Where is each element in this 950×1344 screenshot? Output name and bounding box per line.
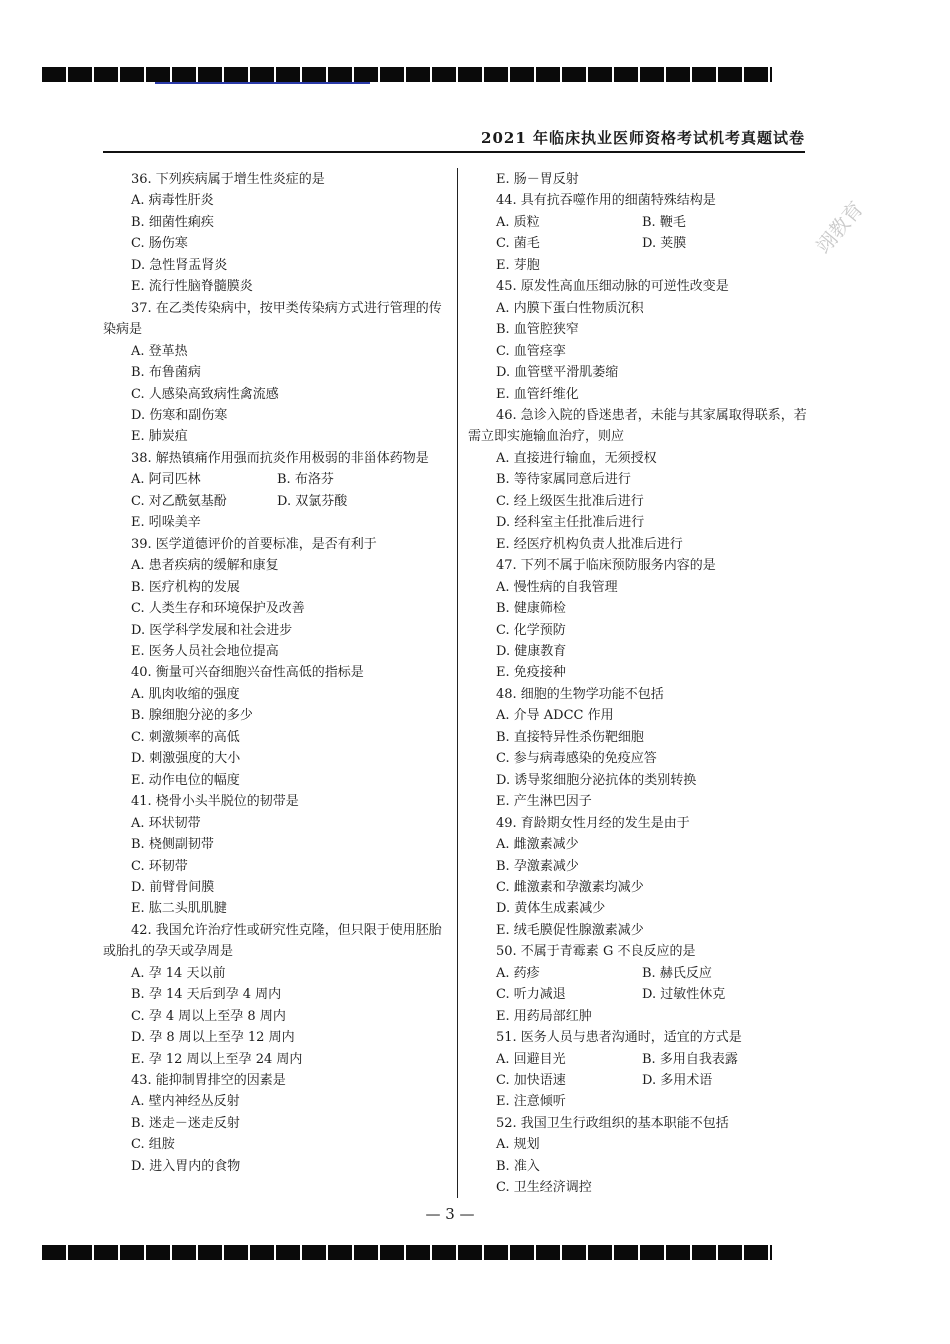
- question-stem: 46. 急诊入院的昏迷患者，未能与其家属取得联系，若需立即实施输血治疗，则应: [468, 407, 807, 445]
- option-d: D. 多用术语: [642, 1073, 713, 1089]
- option-a: A. 雌激素减少: [496, 837, 579, 853]
- option-d: D. 黄体生成素减少: [496, 901, 606, 917]
- option-d: D. 双氯芬酸: [277, 493, 348, 509]
- top-decorative-bar: [42, 67, 772, 82]
- option-e: E. 肺炭疽: [131, 429, 188, 445]
- option-c: C. 对乙酰氨基酚: [131, 493, 227, 509]
- question-stem: 42. 我国允许治疗性或研究性克隆，但只限于使用胚胎或胎扎的孕天或孕周是: [103, 922, 442, 960]
- option-c: C. 参与病毒感染的免疫应答: [496, 751, 657, 767]
- question-51: [468, 1027, 808, 1113]
- right-column: [468, 169, 808, 1199]
- option-e: E. 芽胞: [496, 257, 540, 273]
- watermark: 翊教育: [811, 196, 869, 258]
- option-b: B. 孕 14 天后到孕 4 周内: [131, 987, 282, 1003]
- question-stem: 45. 原发性高血压细动脉的可逆性改变是: [496, 279, 729, 295]
- question-stem: 43. 能抑制胃排空的因素是: [131, 1073, 286, 1089]
- option-d: D. 刺激强度的大小: [131, 751, 241, 767]
- option-b: B. 孕激素减少: [496, 858, 579, 874]
- option-a: A. 回避目光: [496, 1051, 566, 1067]
- option-a: A. 药疹: [496, 965, 540, 981]
- option-c: C. 菌毛: [496, 236, 540, 252]
- option-a: A. 规划: [496, 1137, 540, 1153]
- option-b: B. 血管腔狭窄: [496, 322, 579, 338]
- option-a: A. 环状韧带: [131, 815, 201, 831]
- option-e: E. 吲哚美辛: [131, 515, 201, 531]
- option-c: C. 卫生经济调控: [496, 1180, 592, 1196]
- top-accent-line: [155, 82, 370, 84]
- option-e: E. 绒毛膜促性腺激素减少: [496, 922, 644, 938]
- option-b: B. 健康筛检: [496, 601, 566, 617]
- option-e: E. 经医疗机构负责人批准后进行: [496, 536, 683, 552]
- question-stem: 48. 细胞的生物学功能不包括: [496, 686, 664, 702]
- question-stem: 40. 衡量可兴奋细胞兴奋性高低的指标是: [131, 665, 364, 681]
- question-50: [468, 941, 808, 1027]
- option-a: A. 介导 ADCC 作用: [496, 708, 614, 724]
- option-c: C. 刺激频率的高低: [131, 729, 240, 745]
- option-e: E. 肱二头肌肌腱: [131, 901, 227, 917]
- option-d: D. 血管壁平滑肌萎缩: [496, 365, 619, 381]
- option-b: B. 桡侧副韧带: [131, 837, 214, 853]
- column-divider: [457, 168, 458, 1198]
- question-stem: 39. 医学道德评价的首要标准，是否有利于: [131, 536, 377, 552]
- question-39: [103, 534, 448, 663]
- option-d: D. 伤寒和副伤寒: [131, 407, 228, 423]
- option-c: C. 听力减退: [496, 987, 566, 1003]
- option-c: C. 人感染高致病性禽流感: [131, 386, 279, 402]
- question-38: [103, 448, 448, 534]
- question-52: [468, 1113, 808, 1199]
- option-a: A. 直接进行输血，无须授权: [496, 450, 657, 466]
- option-a: A. 患者疾病的缓解和康复: [131, 558, 279, 574]
- question-45: [468, 276, 808, 405]
- question-43: [103, 1070, 448, 1177]
- option-c: C. 环韧带: [131, 858, 188, 874]
- option-e: E. 流行性脑脊髓膜炎: [131, 279, 253, 295]
- option-d: D. 荚膜: [642, 236, 687, 252]
- option-a: A. 质粒: [496, 214, 540, 230]
- option-row: [468, 1070, 808, 1091]
- option-b: B. 等待家属同意后进行: [496, 472, 631, 488]
- question-stem: 47. 下列不属于临床预防服务内容的是: [496, 558, 716, 574]
- option-e: E. 用药局部红肿: [496, 1008, 592, 1024]
- option-c: C. 人类生存和环境保护及改善: [131, 601, 305, 617]
- question-stem: 37. 在乙类传染病中，按甲类传染病方式进行管理的传染病是: [103, 300, 442, 338]
- option-a: A. 病毒性肝炎: [131, 193, 214, 209]
- option-a: A. 慢性病的自我管理: [496, 579, 618, 595]
- question-37: [103, 298, 448, 448]
- question-48: [468, 684, 808, 813]
- option-d: D. 进入胃内的食物: [131, 1158, 241, 1174]
- option-a: A. 壁内神经丛反射: [131, 1094, 240, 1110]
- option-e: E. 免疫接种: [496, 665, 566, 681]
- option-c: C. 血管痉挛: [496, 343, 566, 359]
- option-a: A. 孕 14 天以前: [131, 965, 226, 981]
- question-41: [103, 791, 448, 920]
- option-c: C. 组胺: [131, 1137, 175, 1153]
- option-b: B. 迷走－迷走反射: [131, 1115, 240, 1131]
- question-36: [103, 169, 448, 298]
- option-row: [103, 491, 448, 512]
- option-e: E. 血管纤维化: [496, 386, 579, 402]
- option-row: [468, 233, 808, 254]
- option-row: [468, 1049, 808, 1070]
- option-b: B. 多用自我表露: [642, 1051, 738, 1067]
- question-stem: 38. 解热镇痛作用强而抗炎作用极弱的非甾体药物是: [131, 450, 429, 466]
- option-b: B. 布洛芬: [277, 472, 334, 488]
- option-c: C. 加快语速: [496, 1073, 566, 1089]
- bottom-decorative-bar: [42, 1245, 772, 1260]
- header-rule: [103, 151, 805, 153]
- option-row: [468, 984, 808, 1005]
- option-b: B. 布鲁菌病: [131, 365, 201, 381]
- option-row: [103, 469, 448, 490]
- option-d: D. 诱导浆细胞分泌抗体的类别转换: [496, 772, 697, 788]
- question-stem: 49. 育龄期女性月经的发生是由于: [496, 815, 690, 831]
- question-stem: 50. 不属于青霉素 G 不良反应的是: [496, 944, 696, 960]
- question-47: [468, 555, 808, 684]
- option-d: D. 医学科学发展和社会进步: [131, 622, 293, 638]
- question-44: [468, 190, 808, 276]
- option-d: D. 孕 8 周以上至孕 12 周内: [131, 1030, 295, 1046]
- option-c: C. 雌激素和孕激素均减少: [496, 879, 644, 895]
- option-e: E. 动作电位的幅度: [131, 772, 240, 788]
- page-header-title: 2021 年临床执业医师资格考试机考真题试卷: [481, 129, 805, 147]
- option-b: B. 医疗机构的发展: [131, 579, 240, 595]
- option-d: D. 经科室主任批准后进行: [496, 515, 645, 531]
- option-c: C. 经上级医生批准后进行: [496, 493, 644, 509]
- option-a: A. 阿司匹林: [131, 472, 201, 488]
- option-b: B. 腺细胞分泌的多少: [131, 708, 253, 724]
- question-stem: 52. 我国卫生行政组织的基本职能不包括: [496, 1115, 729, 1131]
- left-column: [103, 169, 448, 1177]
- option-c: C. 孕 4 周以上至孕 8 周内: [131, 1008, 286, 1024]
- option-b: B. 细菌性痢疾: [131, 214, 214, 230]
- option-c: C. 化学预防: [496, 622, 566, 638]
- question-42: [103, 920, 448, 1070]
- option-b: B. 鞭毛: [642, 214, 686, 230]
- option-b: B. 直接特异性杀伤靶细胞: [496, 729, 644, 745]
- option-b: B. 准入: [496, 1158, 540, 1174]
- option-d: D. 健康教育: [496, 643, 567, 659]
- option-c: C. 肠伤寒: [131, 236, 188, 252]
- question-49: [468, 813, 808, 942]
- option-e: E. 肠－胃反射: [496, 172, 579, 187]
- option-a: A. 登革热: [131, 343, 188, 359]
- option-e: E. 医务人员社会地位提高: [131, 643, 279, 659]
- option-row: [468, 212, 808, 233]
- option-d: D. 过敏性休克: [642, 987, 726, 1003]
- option-b: B. 赫氏反应: [642, 965, 712, 981]
- option-a: A. 内膜下蛋白性物质沉积: [496, 300, 644, 316]
- option-e: E. 孕 12 周以上至孕 24 周内: [131, 1051, 303, 1067]
- option-e: E. 产生淋巴因子: [496, 794, 592, 810]
- option-row: [468, 963, 808, 984]
- question-stem: 51. 医务人员与患者沟通时，适宜的方式是: [496, 1030, 742, 1046]
- question-stem: 41. 桡骨小头半脱位的韧带是: [131, 794, 299, 810]
- option-d: D. 急性肾盂肾炎: [131, 257, 228, 273]
- question-40: [103, 662, 448, 791]
- question-46: [468, 405, 808, 555]
- page-number: — 3 —: [425, 1205, 475, 1223]
- option-a: A. 肌肉收缩的强度: [131, 686, 240, 702]
- question-stem: 44. 具有抗吞噬作用的细菌特殊结构是: [496, 193, 716, 209]
- question-stem: 36. 下列疾病属于增生性炎症的是: [131, 172, 325, 187]
- option-d: D. 前臂骨间膜: [131, 879, 215, 895]
- option-e: E. 注意倾听: [496, 1094, 566, 1110]
